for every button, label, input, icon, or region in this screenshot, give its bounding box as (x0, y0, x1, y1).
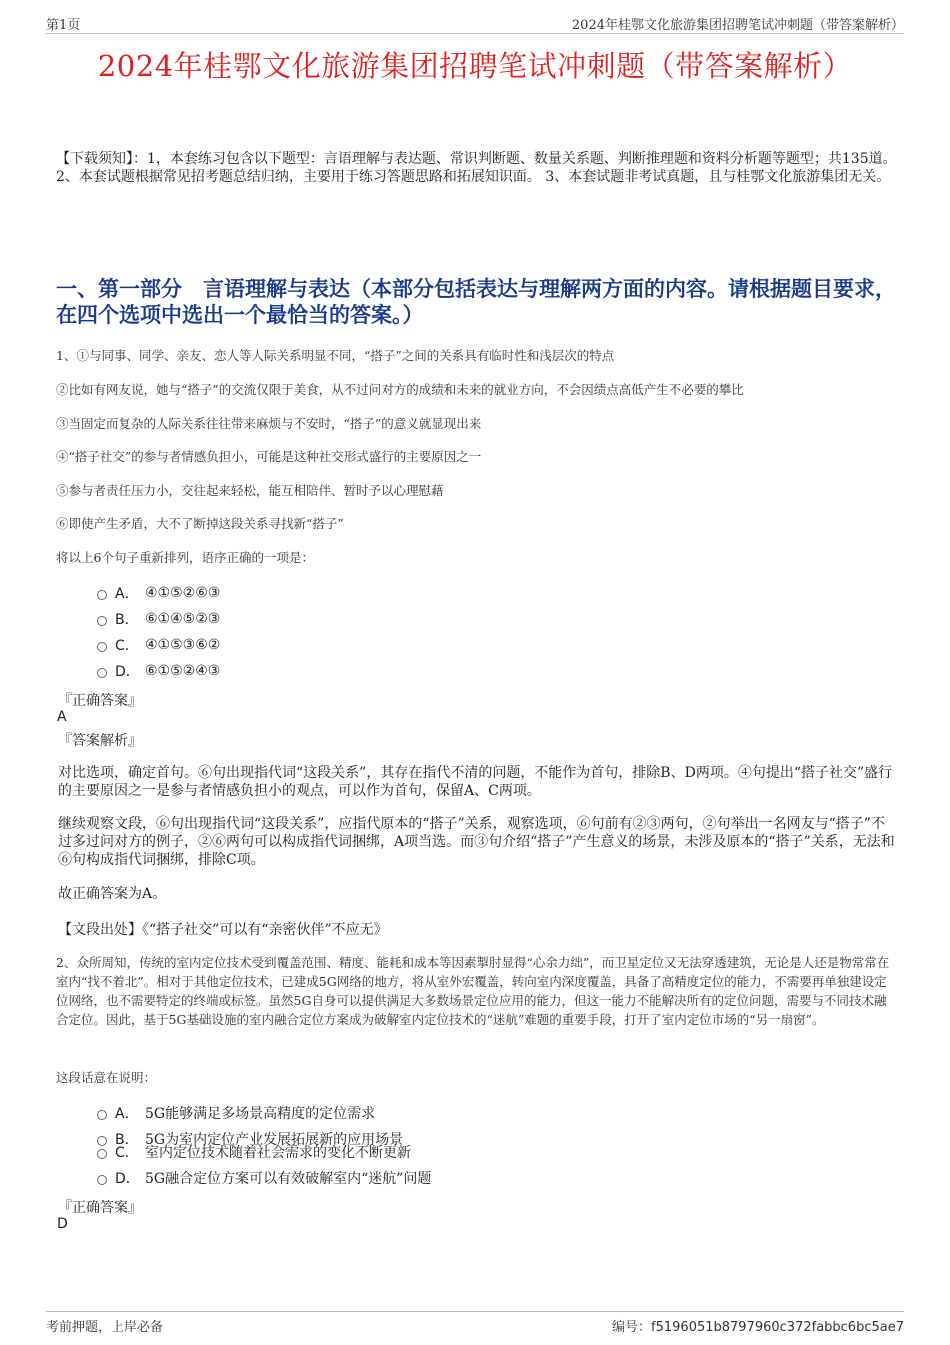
q1-option-b[interactable] (97, 609, 220, 629)
option-letter: D． (115, 664, 140, 680)
footer-code: f5196051b8797960c372fabbc6bc5ae7 (651, 1320, 904, 1335)
q1-answer-value: A (57, 709, 67, 725)
q2-answer-value: D (57, 1216, 68, 1232)
radio-icon[interactable] (97, 1175, 107, 1185)
option-text: ⑥①⑤②④③ (145, 663, 221, 679)
radio-icon[interactable] (97, 1110, 107, 1120)
document-title: 2024年桂鄂文化旅游集团招聘笔试冲刺题（带答案解析） (97, 49, 853, 83)
q1-analysis-label: 『答案解析』 (58, 733, 142, 749)
q1-analysis-para-1: 对比选项，确定首句。⑥句出现指代词“这段关系”，其存在指代不清的问题，不能作为首句，排除B、D两项。④句提出“搭子社交”盛行的主要原因之一是参与者情感负担小的观点，可以作为首句，保留A、C两项。 (58, 765, 893, 799)
q1-source: 【文段出处】《“搭子社交”可以有“亲密伙伴”不应无》 (58, 922, 388, 938)
q1-option-a[interactable] (97, 583, 220, 603)
footer-slogan: 考前押题，上岸必备 (46, 1320, 164, 1335)
q2-prompt: 这段话意在说明： (56, 1070, 157, 1085)
option-letter: A． (115, 1106, 139, 1122)
option-letter: D． (115, 1171, 140, 1187)
page-footer (46, 1311, 904, 1335)
q1-sentence-3: ③当固定而复杂的人际关系往往带来麻烦与不安时，“搭子”的意义就显现出来 (56, 416, 482, 431)
page-header (46, 14, 904, 34)
footer-code-label: 编号： (612, 1320, 652, 1335)
option-letter: A． (115, 586, 139, 602)
radio-icon[interactable] (97, 1149, 107, 1159)
radio-icon[interactable] (97, 668, 107, 678)
section-heading: 一、第一部分 言语理解与表达（本部分包括表达与理解两方面的内容。请根据题目要求，在四个选项中选出一个最恰当的答案。） (56, 276, 896, 327)
q1-option-c[interactable] (97, 635, 220, 655)
q2-answer-label: 『正确答案』 (58, 1200, 142, 1216)
option-text: ④①⑤②⑥③ (145, 585, 221, 601)
option-letter: C． (115, 1145, 139, 1161)
q2-option-a[interactable] (97, 1103, 375, 1123)
q2-passage: 2、众所周知，传统的室内定位技术受到覆盖范围、精度、能耗和成本等因素掣肘显得“心余力绌”，而卫星定位又无法穿透建筑，无论是人还是物常常在室内“找不着北”。相对于其他定位技术，已建成5G网络的地方，将从室外宏覆盖，转向室内深度覆盖，具备了高精度定位的能力，不需要再单独建设定位网络，也不需要特定的终端或标签。虽然5G自身可以提供满足大多数场景定位应用的能力，但这一能力不能解决所有的定位问题，需要与不同技术融合定位。因此，基于5G基础设施的室内融合定位方案成为破解室内定位技术的“迷航”难题的重要手段，打开了室内定位市场的“另一扇窗”。 (56, 955, 890, 1027)
q2-option-c[interactable] (97, 1142, 411, 1162)
q1-sentence-4: ④“搭子社交”的参与者情感负担小，可能是这种社交形式盛行的主要原因之一 (56, 449, 482, 464)
download-notice: 【下载须知】：1，本套练习包含以下题型：言语理解与表达题、常识判断题、数量关系题、判断推理题和资料分析题等题型；共135道。 2、本套试题根据常见招考题总结归纳，主要用于练习答题思路和拓展知识面。 3、本套试题非考试真题，且与桂鄂文化旅游集团无关。 (56, 151, 897, 185)
option-text: 5G为室内定位产业发展拓展新的应用场景 (145, 1132, 404, 1148)
option-letter: B． (115, 1132, 139, 1148)
q1-sentence-6: ⑥即使产生矛盾，大不了断掉这段关系寻找新“搭子” (56, 516, 344, 531)
page-number: 第1页 (46, 18, 81, 33)
q1-prompt: 将以上6个句子重新排列，语序正确的一项是： (56, 550, 314, 565)
radio-icon[interactable] (97, 616, 107, 626)
option-letter: B． (115, 612, 139, 628)
q1-answer-label: 『正确答案』 (58, 693, 142, 709)
option-text: ⑥①④⑤②③ (145, 611, 221, 627)
q1-sentence-2: ②比如有网友说，她与“搭子”的交流仅限于美食，从不过问对方的成绩和未来的就业方向，不会因绩点高低产生不必要的攀比 (56, 382, 744, 397)
q1-option-d[interactable] (97, 661, 220, 681)
option-text: ④①⑤③⑥② (145, 637, 221, 653)
option-letter: C． (115, 638, 139, 654)
option-text: 5G能够满足多场景高精度的定位需求 (145, 1106, 376, 1122)
radio-icon[interactable] (97, 642, 107, 652)
option-text: 室内定位技术随着社会需求的变化不断更新 (145, 1145, 411, 1161)
q2-option-d[interactable] (97, 1168, 431, 1188)
q1-sentence-5: ⑤参与者责任压力小，交往起来轻松，能互相陪伴、暂时予以心理慰藉 (56, 483, 444, 498)
footer-code-block (612, 1316, 904, 1335)
q1-analysis-para-3: 故正确答案为A。 (58, 886, 167, 902)
q1-analysis-para-2: 继续观察文段，⑥句出现指代词“这段关系”，应指代原本的“搭子”关系，观察选项，⑥句前有②③两句，②句举出一名网友与“搭子”不过多过问对方的例子，②⑥两句可以构成指代词捆绑，A项当选。而③句介绍“搭子”产生意义的场景，未涉及原本的“搭子”关系，无法和⑥句构成指代词捆绑，排除C项。 (58, 816, 895, 868)
radio-icon[interactable] (97, 590, 107, 600)
option-text: 5G融合定位方案可以有效破解室内“迷航”问题 (145, 1171, 432, 1187)
q1-sentence-1: 1、①与同事、同学、亲友、恋人等人际关系明显不同，“搭子”之间的关系具有临时性和浅层次的特点 (56, 348, 615, 363)
header-doc-title: 2024年桂鄂文化旅游集团招聘笔试冲刺题（带答案解析） (571, 18, 904, 33)
